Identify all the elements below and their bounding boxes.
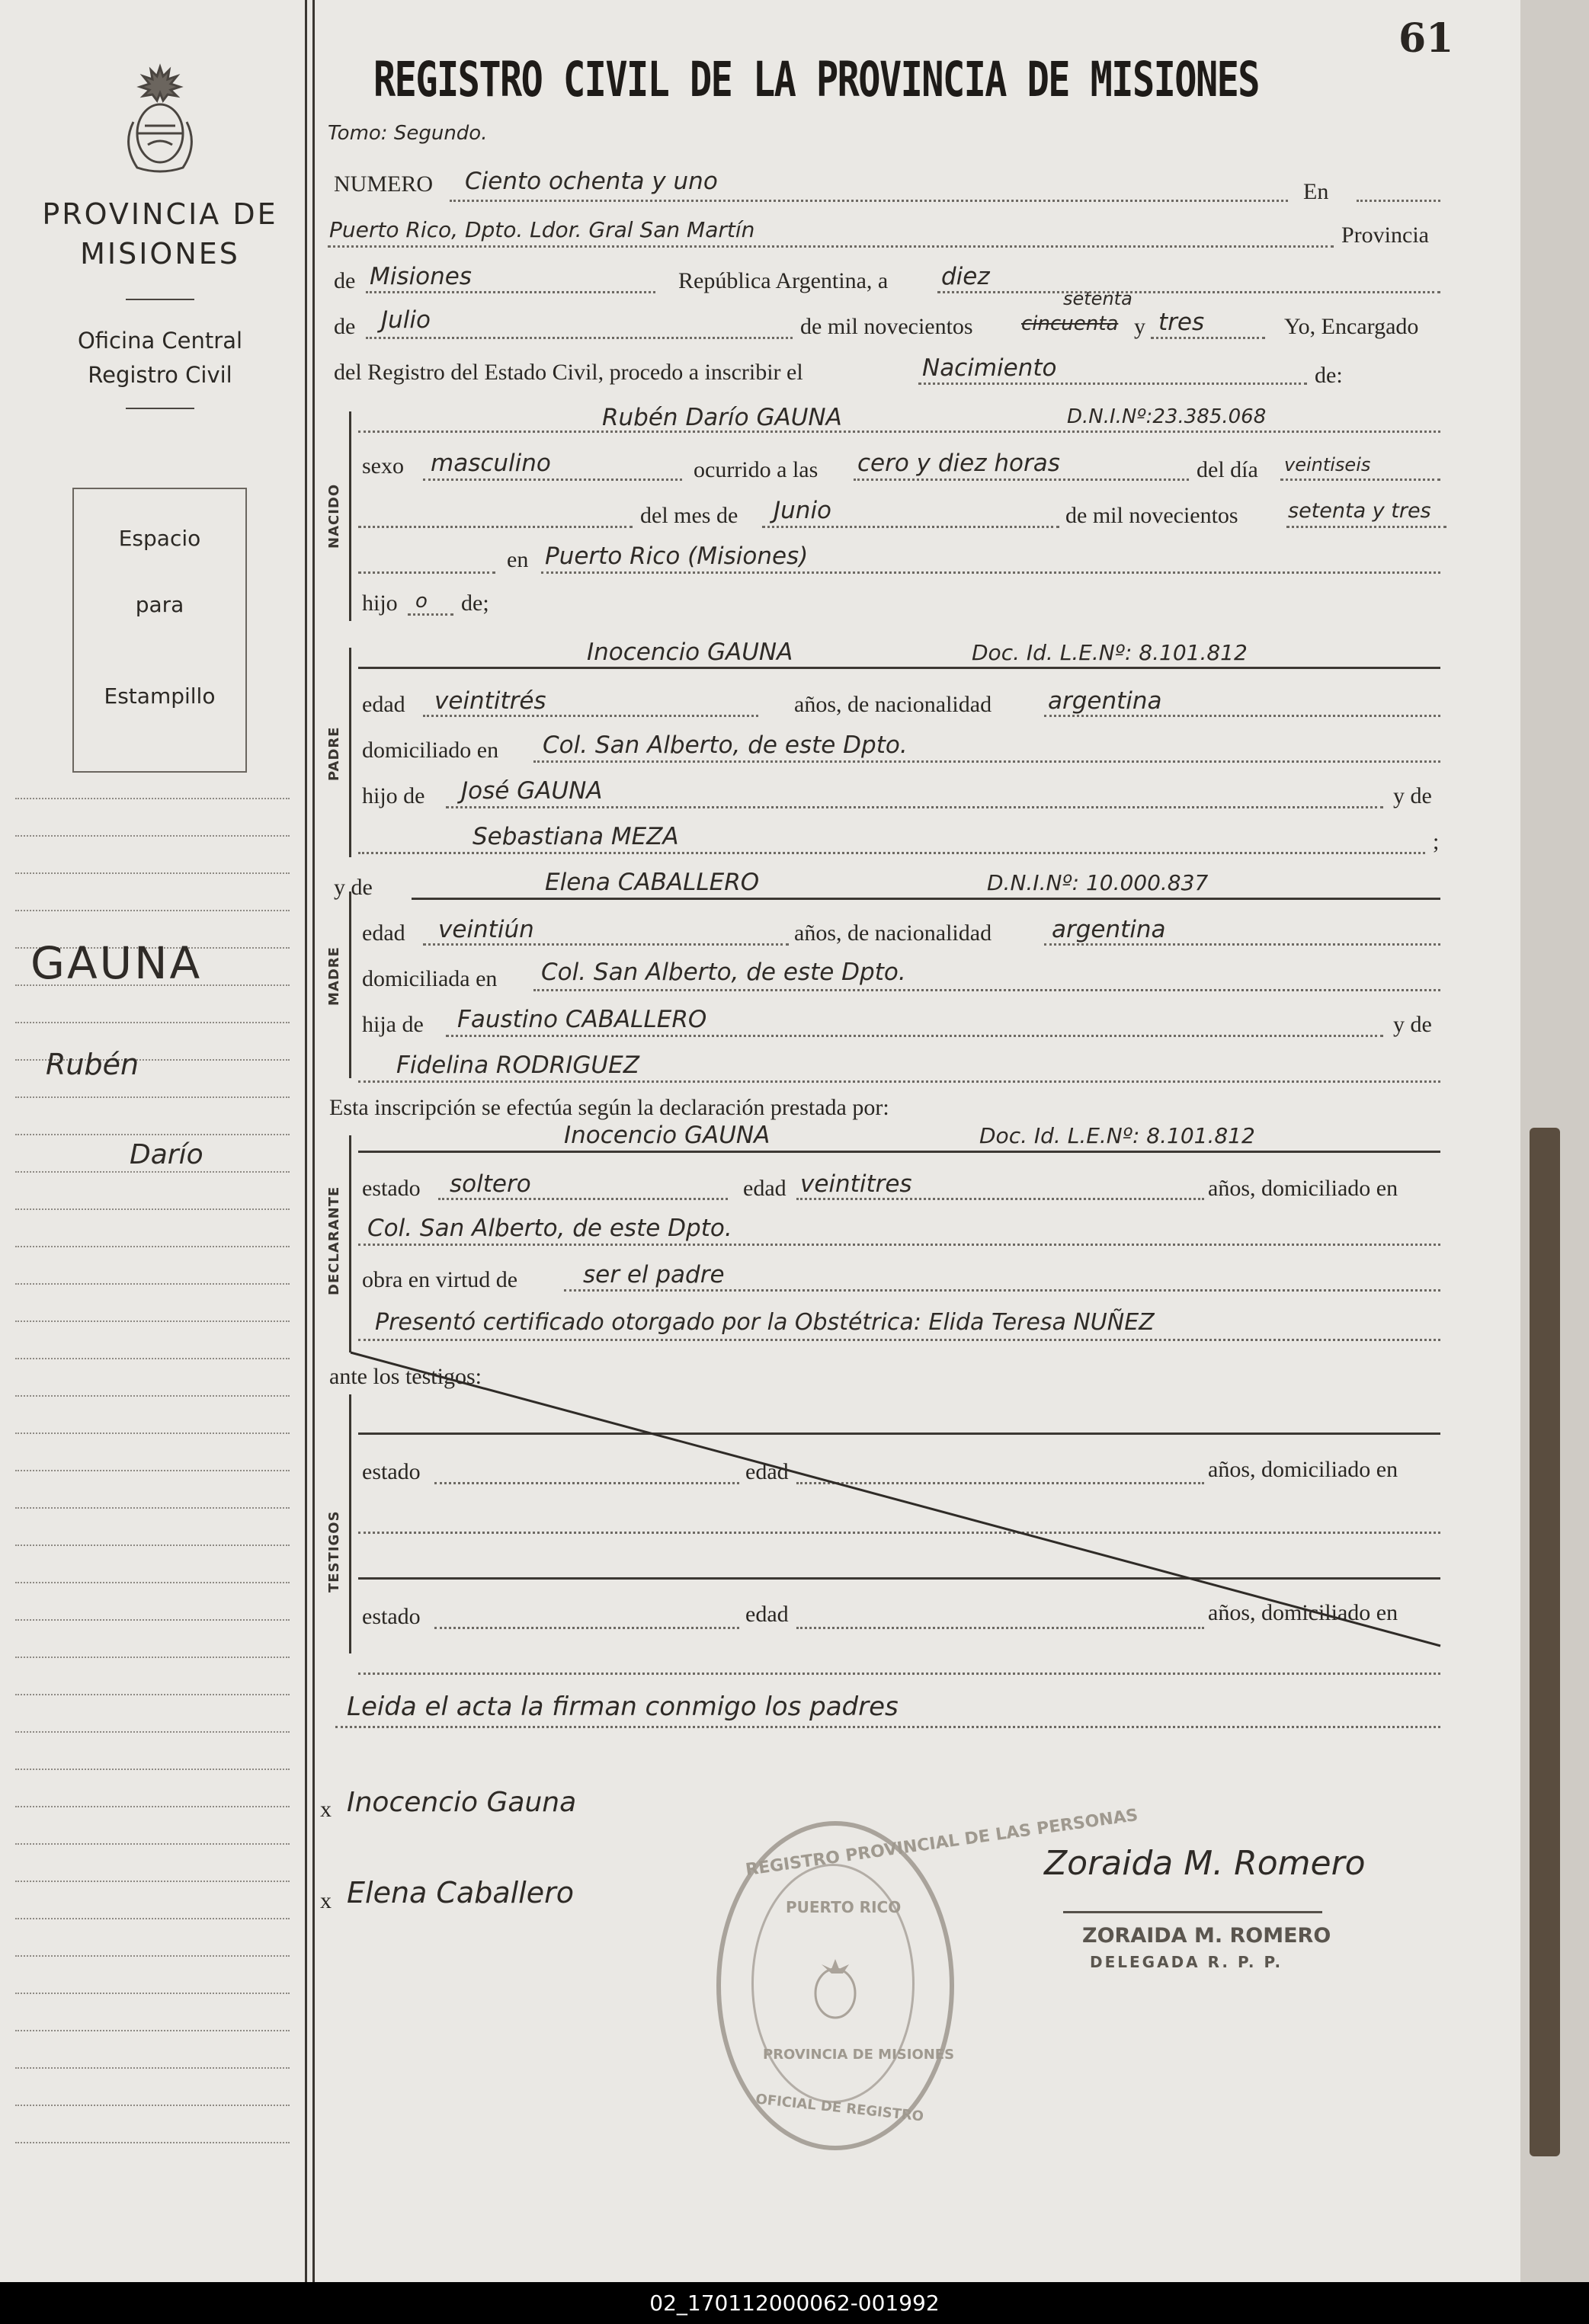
domiciliado-label: domiciliado en: [362, 738, 499, 763]
padre-father: José GAUNA: [461, 777, 603, 805]
leida-note: Leida el acta la firman conmigo los padres: [347, 1692, 899, 1722]
binding-cloth: [1530, 1128, 1560, 2156]
ocurrido-label: ocurrido a las: [694, 457, 819, 482]
estado-label: estado: [362, 1604, 421, 1629]
book-binding: [1520, 0, 1589, 2282]
officer-signature: Zoraida M. Romero: [1044, 1844, 1366, 1883]
republica-label: República Argentina, a: [678, 268, 889, 293]
signature-mark: x: [320, 1888, 332, 1913]
certificado-note: Presentó certificado otorgado por la Obstétrica: Elida Teresa NUÑEZ: [375, 1309, 1155, 1336]
declarante-bracket: [349, 1135, 351, 1352]
estado-label: estado: [362, 1459, 421, 1484]
fill-line: [446, 1035, 1383, 1037]
fill-line: [366, 291, 655, 293]
fill-line: [937, 291, 1440, 293]
fill-line: [366, 337, 793, 339]
madre-edad: veintiún: [438, 916, 534, 943]
mil-label: de mil novecientos: [800, 314, 973, 339]
fill-line: [423, 943, 789, 946]
fill-line: [438, 1198, 728, 1200]
seal-crest-icon: [805, 1955, 866, 2024]
edad-label: edad: [745, 1602, 789, 1627]
estado-label: estado: [362, 1176, 421, 1201]
official-seal: [716, 1805, 1139, 2150]
anio-units: tres: [1158, 309, 1205, 336]
fill-line: [1357, 200, 1440, 202]
declaracion-label: Esta inscripción se efectúa según la declaración prestada por:: [329, 1095, 889, 1120]
de-label: de;: [461, 591, 489, 616]
declarante-name: Inocencio GAUNA: [564, 1122, 770, 1149]
hora-value: cero y diez horas: [857, 450, 1060, 477]
anio-value: setenta y tres: [1288, 499, 1431, 523]
stamp-label-1: Espacio: [118, 526, 201, 551]
signature-rule: [1063, 1911, 1322, 1913]
de-colon: de:: [1315, 363, 1343, 388]
edad-label: edad: [362, 692, 405, 717]
fill-line: [358, 852, 1425, 854]
fill-line: [450, 200, 1288, 202]
rule: [358, 1151, 1440, 1153]
de-label: de: [334, 314, 356, 339]
seal-province-text: PROVINCIA DE MISIONES: [763, 2047, 955, 2063]
fill-line: [1044, 943, 1440, 946]
sexo-value: masculino: [431, 450, 551, 477]
padre-section-label: PADRE: [326, 726, 342, 781]
declarante-domicilio: Col. San Alberto, de este Dpto.: [367, 1215, 732, 1242]
madre-section-label: MADRE: [326, 946, 342, 1006]
fill-line: [358, 526, 633, 528]
padre-name: Inocencio GAUNA: [587, 639, 793, 666]
fill-line: [541, 571, 1440, 574]
fill-line: [533, 760, 1440, 763]
de-label: de: [334, 268, 356, 293]
fill-line: [1151, 337, 1265, 339]
numero-value: Ciento ochenta y uno: [465, 168, 718, 195]
fill-line: [423, 479, 682, 481]
madre-mother: Fidelina RODRIGUEZ: [396, 1052, 639, 1079]
yo-label: Yo, Encargado: [1284, 314, 1419, 339]
fill-line: [1044, 715, 1440, 717]
numero-label: NUMERO: [334, 171, 434, 197]
fill-line: [358, 1244, 1440, 1246]
y-de-label: y de: [1393, 1012, 1432, 1037]
province-heading: PROVINCIA DE MISIONES: [42, 197, 278, 270]
padre-domicilio: Col. San Alberto, de este Dpto.: [543, 731, 908, 759]
second-name-handwritten: Darío: [130, 1139, 203, 1170]
anio-struck: cincuenta: [1021, 312, 1119, 335]
anios-domiciliado-label: años, domiciliado en: [1208, 1457, 1398, 1482]
fill-line: [358, 431, 1440, 433]
lugar-value: Puerto Rico, Dpto. Ldor. Gral San Martín: [329, 217, 755, 242]
nacionalidad-label: años, de nacionalidad: [794, 920, 992, 946]
nacido-section-label: NACIDO: [326, 483, 342, 549]
virtud-label: obra en virtud de: [362, 1267, 518, 1292]
madre-dni: D.N.I.Nº: 10.000.837: [987, 870, 1209, 895]
nacido-name: Rubén Darío GAUNA: [602, 404, 842, 431]
fill-line: [564, 1289, 1440, 1292]
padre-mother: Sebastiana MEZA: [473, 823, 679, 850]
stamp-box: [72, 488, 247, 773]
sexo-label: sexo: [362, 453, 404, 479]
nacido-dni: D.N.I.Nº:23.385.068: [1067, 405, 1267, 428]
fill-line: [358, 1339, 1440, 1341]
fill-line: [358, 1080, 1440, 1083]
coat-of-arms-icon: [114, 61, 206, 175]
declarante-edad: veintitres: [800, 1170, 912, 1198]
y-de-label: y de: [1393, 783, 1432, 808]
tipo-value: Nacimiento: [922, 354, 1057, 382]
officer-name: ZORAIDA M. ROMERO: [1082, 1924, 1331, 1948]
hijo-de-label: hijo de: [362, 783, 425, 808]
fill-line: [854, 479, 1189, 481]
provincia-value: Misiones: [370, 263, 472, 290]
anios-domiciliado-label: años, domiciliado en: [1208, 1176, 1398, 1201]
mes-value: Julio: [381, 306, 431, 334]
declarante-doc: Doc. Id. L.E.Nº: 8.101.812: [979, 1123, 1255, 1148]
madre-nacionalidad: argentina: [1052, 916, 1166, 943]
fill-line: [335, 1726, 1440, 1728]
lugar-value: Puerto Rico (Misiones): [545, 543, 809, 570]
mes-label: del mes de: [640, 503, 738, 528]
stamp-label-2: para: [135, 592, 184, 617]
rule: [412, 898, 1440, 900]
nacionalidad-label: años, de nacionalidad: [794, 692, 992, 717]
fill-line: [328, 245, 1334, 248]
edad-label: edad: [362, 920, 405, 946]
dia-value: veintiseis: [1284, 454, 1371, 475]
divider: [126, 299, 194, 300]
registro-label: del Registro del Estado Civil, procedo a inscribir el: [334, 360, 803, 385]
edad-label: edad: [745, 1459, 789, 1484]
officer-title: DELEGADA R. P. P.: [1090, 1953, 1283, 1971]
hija-de-label: hija de: [362, 1012, 424, 1037]
dia-value: diez: [941, 263, 990, 290]
fill-line: [423, 715, 758, 717]
y-de-label: y de: [334, 875, 373, 900]
signature-mark: x: [320, 1797, 332, 1822]
declarante-virtud: ser el padre: [583, 1261, 725, 1288]
padre-bracket: [349, 648, 351, 857]
hijo-label: hijo: [362, 591, 398, 616]
fill-line: [408, 613, 453, 616]
seal-town-text: PUERTO RICO: [786, 1898, 902, 1916]
fill-line: [1286, 526, 1446, 528]
cancellation-strike: [335, 1349, 1448, 1653]
margin-rule-right: [312, 0, 315, 2282]
provincia-label: Provincia: [1341, 222, 1429, 248]
hijo-suffix: o: [415, 590, 428, 613]
en-label: En: [1303, 179, 1329, 204]
registry-title: REGISTRO CIVIL DE LA PROVINCIA DE MISIONES: [373, 52, 1259, 107]
madre-domicilio: Col. San Alberto, de este Dpto.: [541, 959, 906, 986]
en-label: en: [507, 547, 529, 572]
tomo-note: Tomo: Segundo.: [328, 122, 488, 145]
surname-handwritten: GAUNA: [30, 937, 203, 989]
y-label: y: [1134, 314, 1145, 339]
fill-line: [446, 806, 1383, 808]
padre-doc: Doc. Id. L.E.Nº: 8.101.812: [972, 640, 1248, 665]
first-name-handwritten: Rubén: [46, 1048, 139, 1081]
declarante-estado: soltero: [450, 1170, 531, 1198]
signature-father: Inocencio Gauna: [347, 1787, 577, 1818]
nacido-bracket: [349, 411, 351, 621]
rule: [358, 667, 1440, 669]
fill-line: [762, 526, 1059, 528]
madre-name: Elena CABALLERO: [545, 869, 760, 896]
stamp-label-3: Estampillo: [104, 683, 216, 709]
domiciliada-label: domiciliada en: [362, 966, 498, 991]
mil-label: de mil novecientos: [1065, 503, 1238, 528]
testigos-label: ante los testigos:: [329, 1364, 482, 1389]
page-number: 61: [1398, 15, 1454, 62]
padre-edad: veintitrés: [434, 687, 546, 715]
mes-value: Junio: [774, 497, 832, 524]
madre-father: Faustino CABALLERO: [457, 1006, 707, 1033]
padre-nacionalidad: argentina: [1048, 687, 1162, 715]
fill-line: [358, 571, 495, 574]
fill-line: [533, 989, 1440, 991]
seal-bottom-text: OFICIAL DE REGISTRO: [754, 2091, 924, 2125]
fill-line: [358, 1673, 1440, 1675]
margin-rule-left: [305, 0, 307, 2282]
testigos-section-label: TESTIGOS: [326, 1510, 342, 1593]
signature-mother: Elena Caballero: [347, 1876, 574, 1909]
office-heading: Oficina Central Registro Civil: [77, 328, 243, 388]
anio-correction: setenta: [1063, 288, 1132, 309]
fill-line: [1280, 479, 1440, 481]
edad-label: edad: [743, 1176, 786, 1201]
madre-bracket: [349, 892, 351, 1078]
declarante-section-label: DECLARANTE: [326, 1186, 342, 1295]
seal-ring-text: REGISTRO PROVINCIAL DE LAS PERSONAS: [744, 1805, 1139, 1881]
dia-label: del día: [1197, 457, 1258, 482]
semicolon: ;: [1433, 829, 1440, 854]
scan-footer: 02_170112000062-001992: [0, 2282, 1589, 2324]
divider: [126, 408, 194, 409]
anios-domiciliado-label: años, domiciliado en: [1208, 1600, 1398, 1625]
fill-line: [796, 1198, 1204, 1200]
fill-line: [918, 383, 1307, 385]
